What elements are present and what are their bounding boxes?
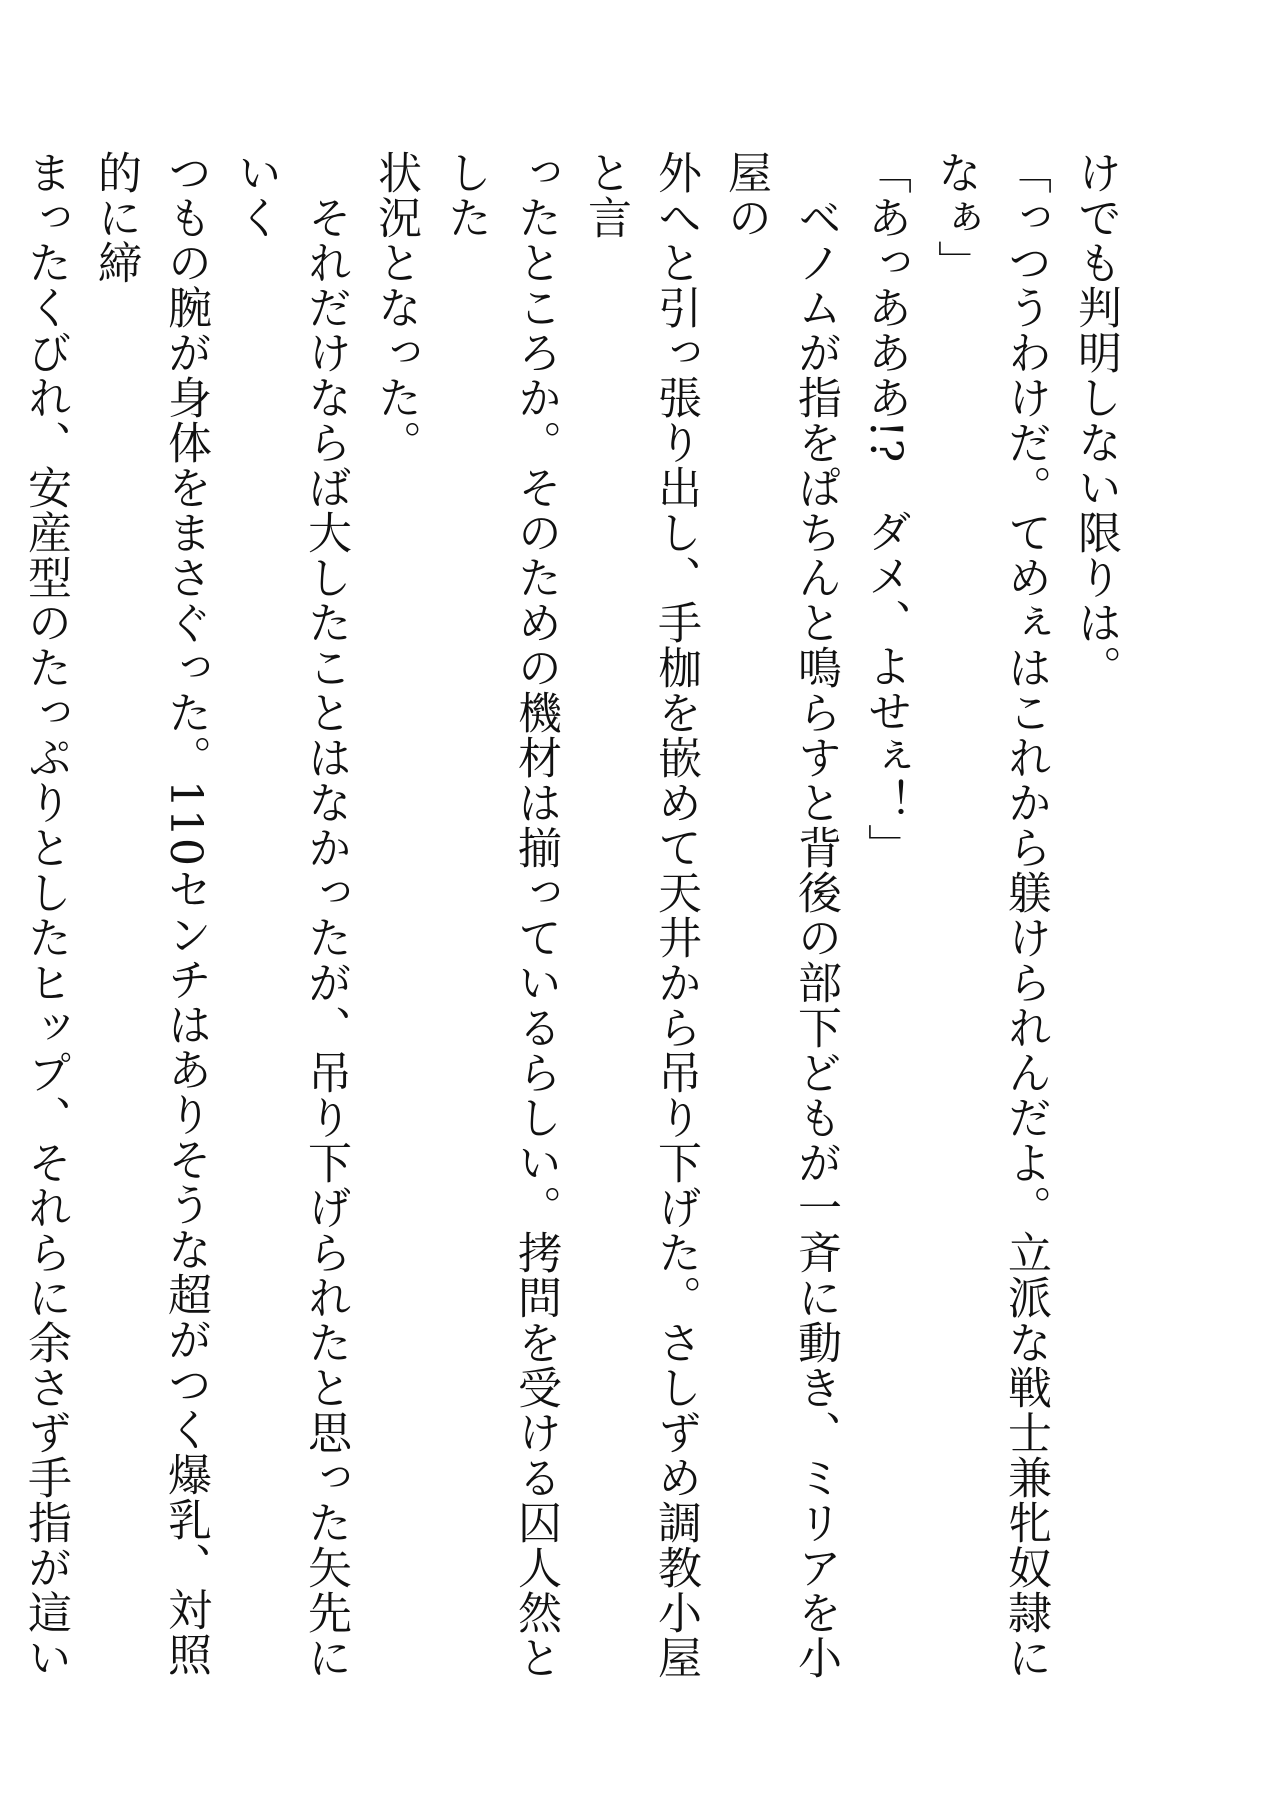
text-line-8: それだけならば大したことはなかったが、吊り下げられたと思った矢先にいく xyxy=(230,150,351,1680)
text-line-1: けでも判明しない限りは。 xyxy=(1070,150,1121,690)
text-line-6: ったところか。そのための機材は揃っているらしい。拷問を受ける囚人然とした xyxy=(440,150,561,1680)
text-line-3: 「あっあああ!? ダメ、よせぇ！」 xyxy=(860,150,911,869)
text-line-4: ベノムが指をぱちんと鳴らすと背後の部下どもが一斉に動き、ミリアを小屋の xyxy=(720,150,841,1680)
text-line-7: 状況となった。 xyxy=(370,150,421,465)
text-line-5: 外へと引っ張り出し、手枷を嵌めて天井から吊り下げた。さしずめ調教小屋と言 xyxy=(580,150,701,1680)
text-line-9: つもの腕が身体をまさぐった。110センチはありそうな超がつく爆乳、対照的に締 xyxy=(90,150,211,1677)
vertical-text-body xyxy=(20,150,1130,1710)
text-line-10: まったくびれ、安産型のたっぷりとしたヒップ、それらに余さず手指が這い xyxy=(20,150,71,1680)
text-line-2: 「っつうわけだ。てめぇはこれから躾けられんだよ。立派な戦士兼牝奴隷になぁ」 xyxy=(930,150,1051,1680)
